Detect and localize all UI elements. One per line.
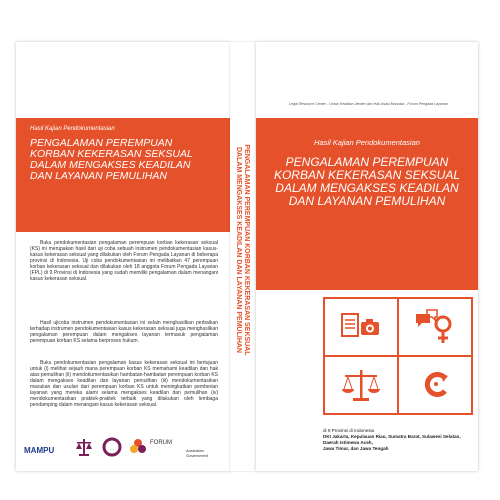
documents-camera-cell	[325, 299, 397, 355]
book-spine	[230, 42, 256, 471]
front-title-line: KORBAN KEKERASAN SEKSUAL	[273, 168, 461, 182]
blurb-paragraph-3: Buku pendokumentasian pengalaman kasus kekerasan seksual ini bertujuan untuk (i) melihat sejauh mana perempuan korban KS memahami keadilan dan hak atas pemulihan (ii) mendokumentasikan hambatan-hambatan perempuan korban KS dalam mengakses keadilan dan layanan pemulihan (iii) mendokumentasikan masukan dan usulan dari perempuan korban KS untuk meningkatkan pemberian layanan yang mereka alami selama mengakses keadilan dan pemulihan (iv) mendokumentasikan praktek-praktek terbaik yang dilakukan oleh lembaga pendamping dalam menangani kasus kekerasan seksual.	[30, 360, 218, 408]
chat-female-cell	[399, 299, 471, 355]
blurb-paragraph-1: Buku pendokumentasian pengalaman perempuan korban kekerasan seksual (KS) ini merupakan hasil dari uji coba sebuah instrumen pendokumentasian kasus-kasus kekerasan seksual yang dilakukan oleh Forum Pengada Layanan di beberapa provinsi di Indonesia. Uji coba pendokumentasian ini melibatkan 47 perempuan korban kekerasan seksual dan dilakukan oleh 18 anggota Forum Pengada Layanan (FPL) di 9 Provinsi di Indonesia yang sudah memiliki pengalaman dalam menangani kasus kekerasan seksual.	[30, 240, 218, 282]
flower-logo-icon	[128, 436, 148, 458]
back-title-band	[16, 118, 230, 232]
front-title-band	[256, 118, 478, 290]
icon-grid	[323, 297, 473, 415]
front-header: Legal Resource Center - Untuk Keadilan Jender dan Hak Asasi Manusia - Forum Pengada Layanan	[289, 102, 448, 106]
back-title-line: DAN LAYANAN PEMULIHAN	[30, 170, 167, 182]
recovery-cell	[399, 357, 471, 413]
back-title-line: KORBAN KEKERASAN SEKSUAL	[30, 148, 193, 160]
provinces-line-1: DKI Jakarta, Kepulauan Riau, Sumatra Barat, Sulawesi Selatan, Daerah Istimewa Aceh,	[323, 434, 461, 445]
documents-camera-icon	[339, 310, 383, 344]
front-title-line: DALAM MENGAKSES KEADILAN	[275, 181, 459, 195]
australia-logo: Australian Government	[186, 448, 209, 458]
front-cover	[256, 42, 478, 471]
spine-title	[234, 50, 250, 450]
scales-logo-icon	[74, 436, 94, 458]
provinces-title: di 9 Provinsi di Indonesia	[323, 428, 375, 433]
back-title	[30, 138, 226, 182]
scales-of-justice-icon	[339, 367, 383, 403]
front-title	[256, 156, 478, 208]
forum-logo: FORUM	[150, 440, 172, 446]
recovery-cycle-icon	[413, 367, 457, 403]
scales-cell	[325, 357, 397, 413]
mampu-logo: MAMPU	[24, 446, 55, 455]
provinces-list	[323, 428, 473, 452]
spine-line-1: PENGALAMAN PEREMPUAN KORBAN KEKERASAN SEKSUAL	[243, 144, 250, 356]
back-kicker: Hasil Kajian Pendokumentasian	[30, 126, 115, 132]
back-title-line: PENGALAMAN PEREMPUAN	[30, 137, 173, 149]
chat-female-symbol-icon	[413, 308, 457, 346]
blurb-paragraph-2: Hasil ujicoba instrumen pendokumentasian ini selain menghasilkan perbaikan terhadap instrumen pendokumentasian kasus kekerasan seksual juga menghasilkan pengalaman perempuan dalam mengakses layanan termasuk pengalaman perempuan korban KS selama berproses hukum.	[30, 320, 218, 344]
spine-line-2: DALAM MENGAKSES KEADILAN DAN LAYANAN PEMULIHAN	[235, 147, 242, 353]
front-title-line: PENGALAMAN PEREMPUAN	[285, 155, 449, 169]
front-title-line: DAN LAYANAN PEMULIHAN	[288, 194, 446, 208]
sponsor-logos	[24, 436, 224, 458]
back-cover	[16, 42, 230, 471]
provinces-line-2: Jawa Timur, dan Jawa Tengah	[323, 446, 389, 451]
circle-logo-icon	[102, 436, 122, 458]
front-kicker: Hasil Kajian Pendokumentasian	[314, 138, 420, 147]
back-title-line: DALAM MENGAKSES KEADILAN	[30, 159, 191, 171]
